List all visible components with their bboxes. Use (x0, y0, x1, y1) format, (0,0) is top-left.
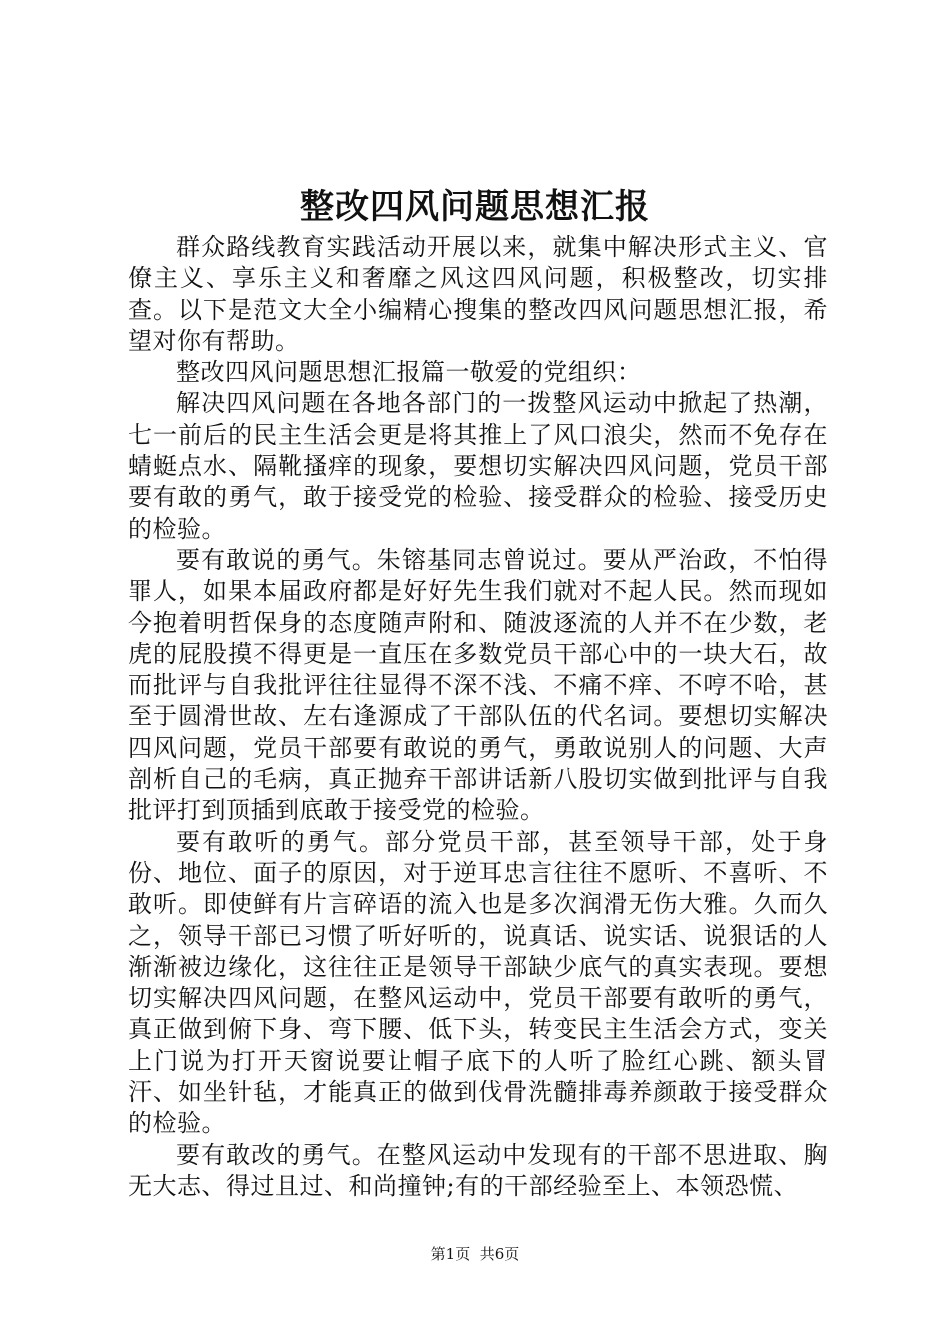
page-footer (0, 1244, 950, 1264)
paragraph-overview: 解决四风问题在各地各部门的一拨整风运动中掀起了热潮，七一前后的民主生活会更是将其推上了风口浪尖，然而不免存在蜻蜓点水、隔靴搔痒的现象，要想切实解决四风问题，党员干部要有敢的勇气，敢于接受党的检验、接受群众的检验、接受历史的检验。 (128, 389, 828, 543)
footer-separator (470, 1245, 480, 1263)
document-body (128, 232, 828, 1202)
page-total: 共6页 (479, 1245, 520, 1263)
paragraph-dare-to-change: 要有敢改的勇气。在整风运动中发现有的干部不思进取、胸无大志、得过且过、和尚撞钟;有的干部经验至上、本领恐慌、 (128, 1140, 828, 1200)
document-title: 整改四风问题思想汇报 (300, 187, 650, 227)
paragraph-dare-to-listen: 要有敢听的勇气。部分党员干部，甚至领导干部，处于身份、地位、面子的原因，对于逆耳忠言往往不愿听、不喜听、不敢听。即使鲜有片言碎语的流入也是多次润滑无伤大雅。久而久之，领导干部已习惯了听好听的，说真话、说实话、说狠话的人渐渐被边缘化，这往往正是领导干部缺少底气的真实表现。要想切实解决四风问题，在整风运动中，党员干部要有敢听的勇气，真正做到俯下身、弯下腰、低下头，转变民主生活会方式，变关上门说为打开天窗说要让帽子底下的人听了脸红心跳、额头冒汗、如坐针毡，才能真正的做到伐骨洗髓排毒养颜敢于接受群众的检验。 (128, 827, 828, 1138)
paragraph-intro: 群众路线教育实践活动开展以来，就集中解决形式主义、官僚主义、享乐主义和奢靡之风这四风问题，积极整改，切实排查。以下是范文大全小编精心搜集的整改四风问题思想汇报，希望对你有帮助。 (128, 233, 828, 355)
page-number: 第1页 (430, 1245, 471, 1263)
paragraph-dare-to-speak: 要有敢说的勇气。朱镕基同志曾说过。要从严治政，不怕得罪人，如果本届政府都是好好先生我们就对不起人民。然而现如今抱着明哲保身的态度随声附和、随波逐流的人并不在少数，老虎的屁股摸不得更是一直压在多数党员干部心中的一块大石，故而批评与自我批评往往显得不深不浅、不痛不痒、不哼不哈，甚至于圆滑世故、左右逢源成了干部队伍的代名词。要想切实解决四风问题，党员干部要有敢说的勇气，勇敢说别人的问题、大声剖析自己的毛病，真正抛弃干部讲话新八股切实做到批评与自我批评打到顶插到底敢于接受党的检验。 (128, 545, 828, 825)
paragraph-salutation: 整改四风问题思想汇报篇一敬爱的党组织： (176, 358, 642, 387)
